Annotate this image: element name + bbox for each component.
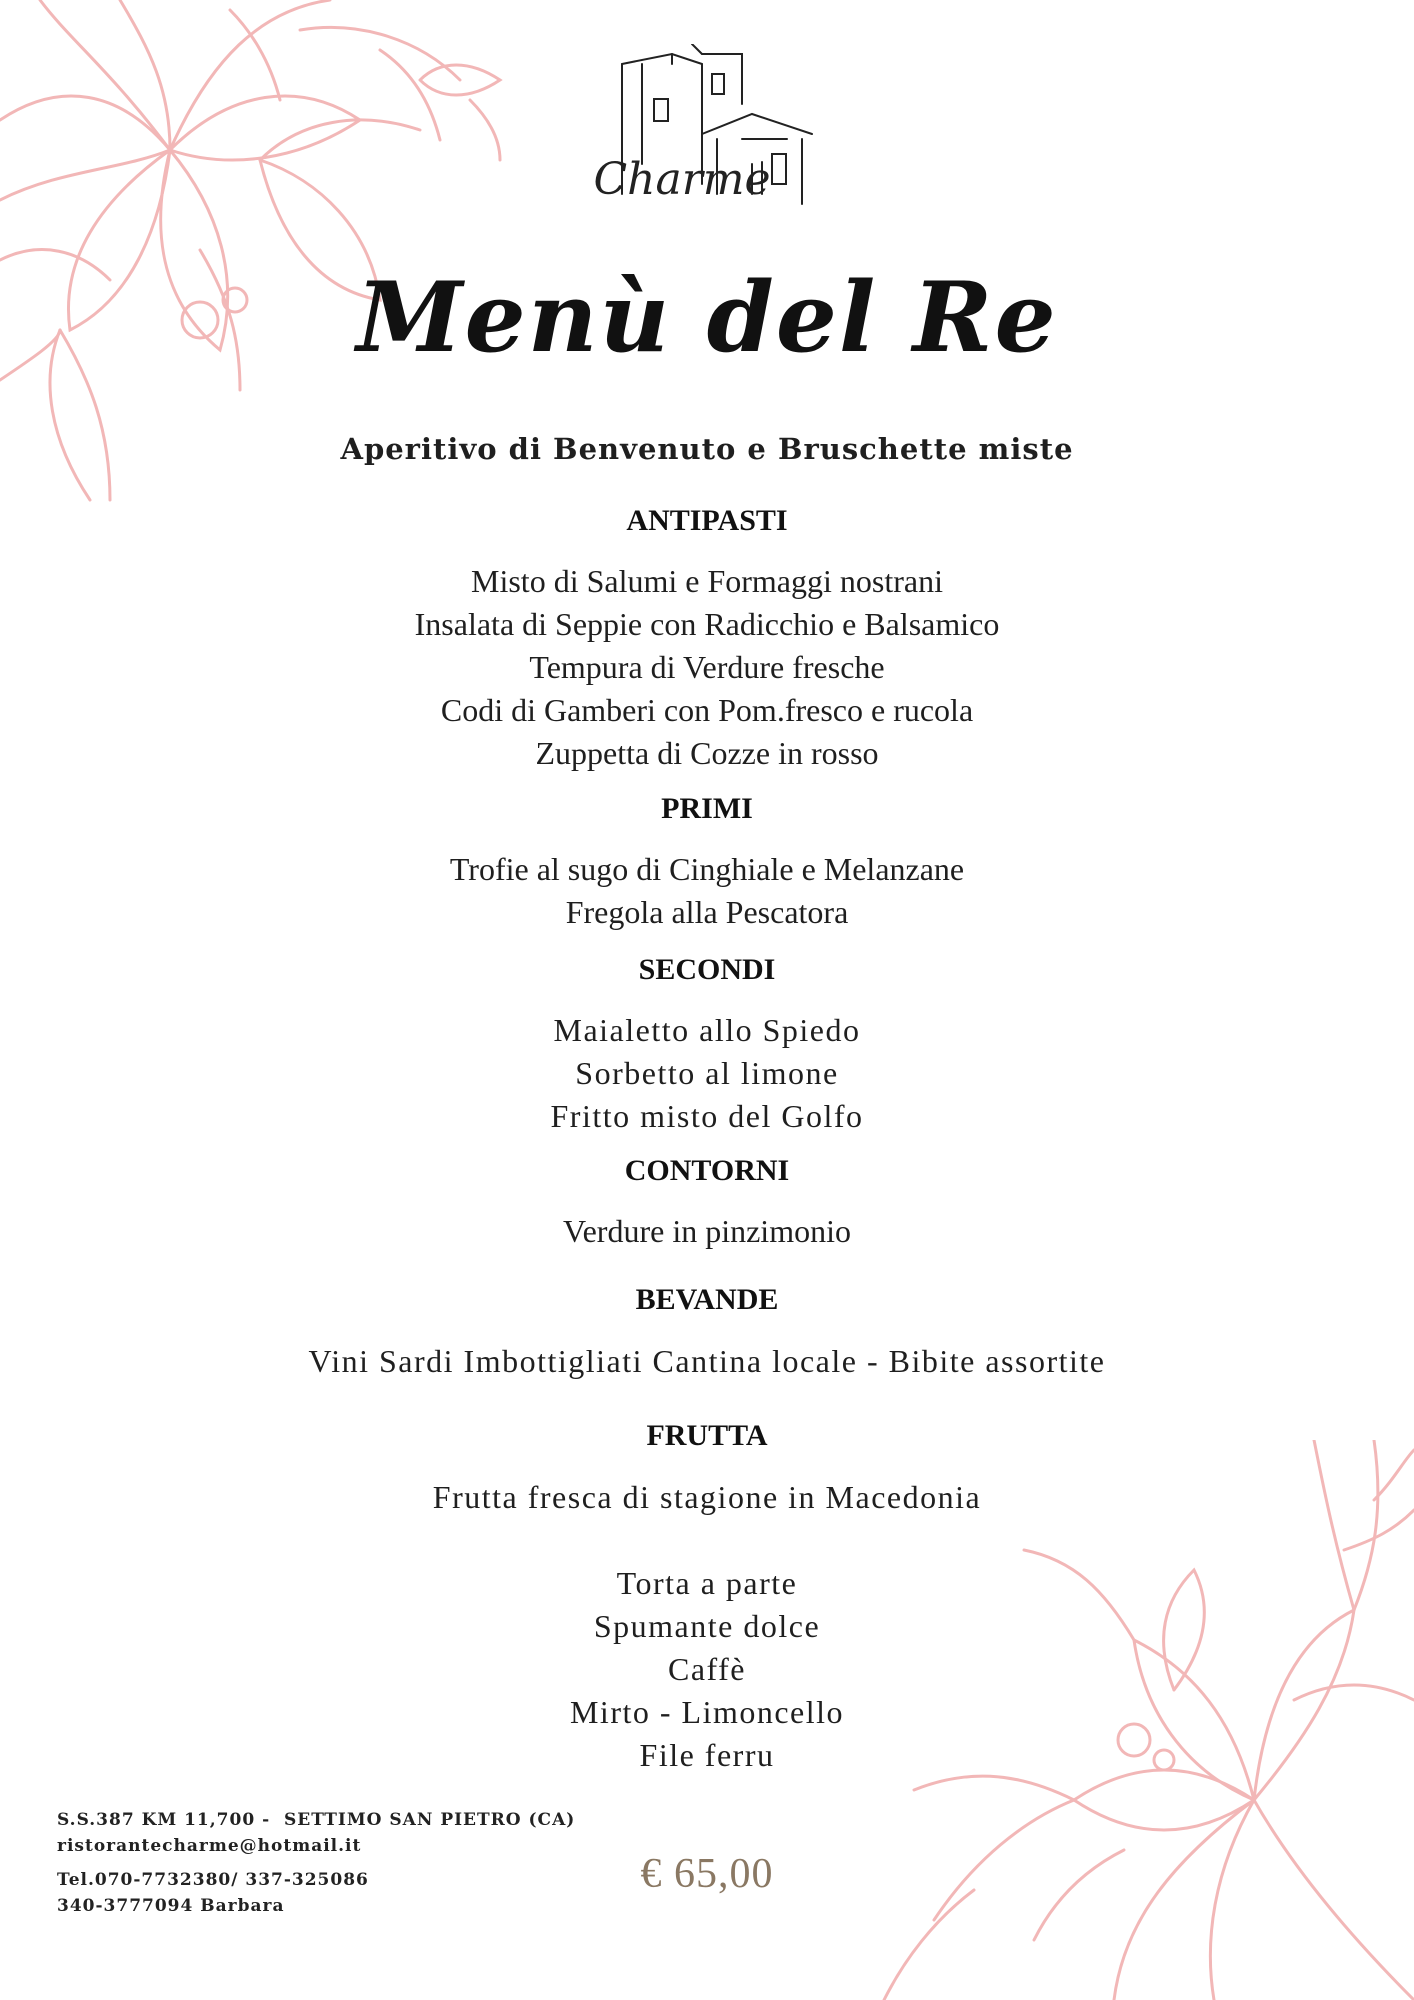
section-primi-items: [0, 848, 1414, 934]
menu-item: Tempura di Verdure fresche: [529, 649, 885, 685]
footer-email[interactable]: ristorantecharme@hotmail.it: [57, 1836, 362, 1856]
section-heading-antipasti: ANTIPASTI: [626, 504, 788, 537]
menu-item: Fritto misto del Golfo: [550, 1098, 864, 1134]
footer-phone: Tel.070-7732380/ 337-325086: [57, 1870, 369, 1890]
section-secondi-items: [0, 1009, 1414, 1138]
page-title: Menù del Re: [356, 261, 1058, 374]
extra-item: File ferru: [639, 1737, 775, 1773]
charme-logo: [592, 44, 822, 214]
logo-text: Charme: [593, 154, 771, 205]
extra-item: Mirto - Limoncello: [569, 1694, 845, 1730]
menu-item: Sorbetto al limone: [575, 1055, 839, 1091]
section-heading-bevande: BEVANDE: [635, 1283, 779, 1316]
extra-item: Torta a parte: [616, 1565, 798, 1601]
section-heading-frutta: FRUTTA: [646, 1419, 768, 1452]
extra-item: Caffè: [668, 1651, 746, 1687]
menu-item: Codi di Gamberi con Pom.fresco e rucola: [440, 692, 974, 728]
footer-address: S.S.387 KM 11,700 - SETTIMO SAN PIETRO (CA): [57, 1810, 576, 1830]
menu-item: Insalata di Seppie con Radicchio e Balsamico: [414, 606, 1000, 642]
extra-item: Spumante dolce: [593, 1608, 821, 1644]
section-bevande-items: [0, 1340, 1414, 1383]
menu-price: € 65,00: [640, 1851, 774, 1897]
section-antipasti-items: [0, 560, 1414, 775]
section-heading-secondi: SECONDI: [638, 953, 776, 986]
menu-item: Fregola alla Pescatora: [565, 894, 849, 930]
section-heading-primi: PRIMI: [661, 792, 753, 825]
menu-item: Maialetto allo Spiedo: [553, 1012, 861, 1048]
menu-item: Zuppetta di Cozze in rosso: [535, 735, 879, 771]
menu-item: Misto di Salumi e Formaggi nostrani: [471, 563, 943, 599]
section-heading-contorni: CONTORNI: [624, 1154, 790, 1187]
aperitivo-line: Aperitivo di Benvenuto e Bruschette miste: [340, 432, 1074, 466]
section-contorni-items: [0, 1210, 1414, 1253]
menu-item: Vini Sardi Imbottigliati Cantina locale - Bibite assortite: [308, 1343, 1106, 1379]
menu-item: Trofie al sugo di Cinghiale e Melanzane: [449, 851, 965, 887]
footer-phone-secondary: 340-3777094 Barbara: [57, 1896, 285, 1916]
extras-list: [0, 1562, 1414, 1777]
menu-item: Verdure in pinzimonio: [563, 1213, 851, 1249]
section-frutta-items: [0, 1476, 1414, 1519]
menu-item: Frutta fresca di stagione in Macedonia: [432, 1479, 982, 1515]
